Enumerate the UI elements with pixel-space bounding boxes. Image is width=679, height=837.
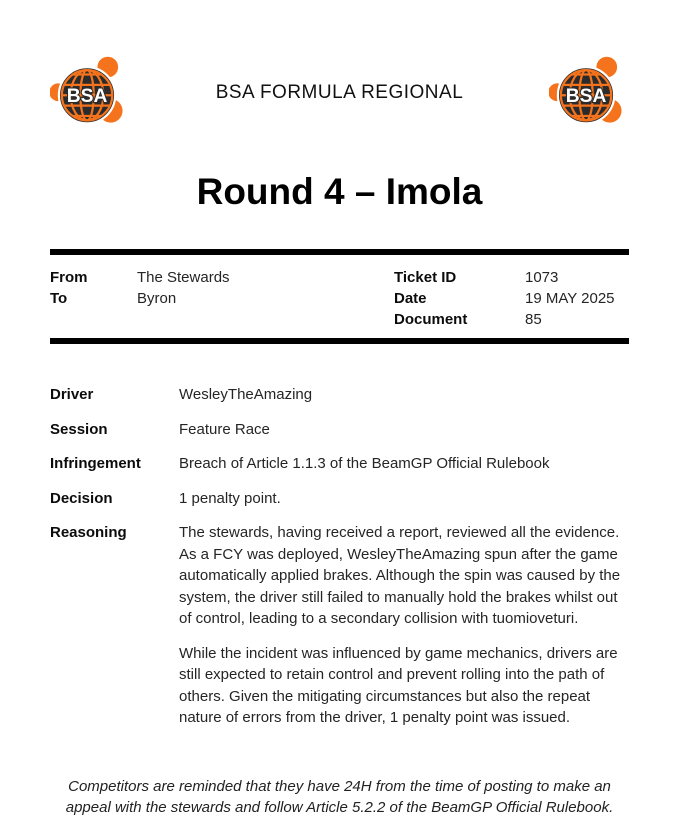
field-label-infringement: Infringement — [50, 455, 141, 472]
meta-column-ticket — [394, 267, 629, 330]
decision-fields — [50, 384, 629, 729]
meta-value-ticket-id: 1073 — [525, 269, 559, 286]
reasoning-paragraph-1: The stewards, having received a report, reviewed all the evidence. As a FCY was deployed, WesleyTheAmazing spun after the game automatically applied brakes. Although the spin was caused by the system, the driver still failed to manually hold the brakes whilst out of control, leading to a secondary collision with tuomioveturi. — [179, 524, 621, 627]
appeal-note: Competitors are reminded that they have 24H from the time of posting to make an appeal with the stewards and follow Article 5.2.2 of the BeamGP Official Rulebook. — [65, 777, 614, 816]
document-header — [50, 0, 629, 130]
field-value-decision: 1 penalty point. — [179, 489, 281, 507]
meta-label-to: To — [50, 290, 68, 307]
field-row-reasoning — [50, 522, 629, 729]
meta-row-to — [50, 288, 394, 309]
field-row-infringement — [50, 453, 629, 475]
field-value-driver: WesleyTheAmazing — [179, 386, 313, 403]
meta-value-document: 85 — [525, 311, 542, 328]
series-title: BSA FORMULA REGIONAL — [215, 82, 464, 103]
meta-row-ticket-id — [394, 267, 629, 288]
meta-label-date: Date — [394, 290, 427, 307]
meta-column-correspondents — [50, 267, 394, 330]
bsa-globe-logo-right — [549, 56, 629, 130]
meta-table — [50, 249, 629, 344]
field-label-decision: Decision — [50, 489, 113, 507]
meta-label-document: Document — [394, 311, 468, 328]
field-value-infringement: Breach of Article 1.1.3 of the BeamGP Official Rulebook — [179, 455, 550, 472]
reasoning-paragraph-2: While the incident was influenced by game mechanics, drivers are still expected to retain control and prevent rolling into the path of others. Given the mitigating circumstances but also the repeat nature of errors from the driver, 1 penalty point was issued. — [179, 644, 618, 726]
logo-bsa-text: BSA — [66, 85, 108, 107]
field-label-reasoning: Reasoning — [50, 524, 127, 541]
field-row-driver — [50, 384, 629, 406]
logo-bsa-text: BSA — [565, 85, 607, 107]
meta-row-document — [394, 309, 629, 330]
round-title: Round 4 – Imola — [196, 171, 483, 212]
meta-label-ticket-id: Ticket ID — [394, 269, 457, 286]
field-row-decision — [50, 488, 629, 510]
meta-row-date — [394, 288, 629, 309]
field-label-session: Session — [50, 420, 108, 438]
meta-value-from: The Stewards — [137, 269, 230, 286]
bsa-globe-logo-left — [50, 56, 130, 130]
field-value-session: Feature Race — [179, 420, 270, 438]
field-label-driver: Driver — [50, 386, 94, 403]
meta-row-from — [50, 267, 394, 288]
meta-value-date: 19 MAY 2025 — [525, 290, 615, 307]
meta-value-to: Byron — [137, 290, 177, 307]
field-value-reasoning — [179, 522, 629, 729]
field-row-session — [50, 419, 629, 441]
meta-label-from: From — [50, 269, 88, 286]
